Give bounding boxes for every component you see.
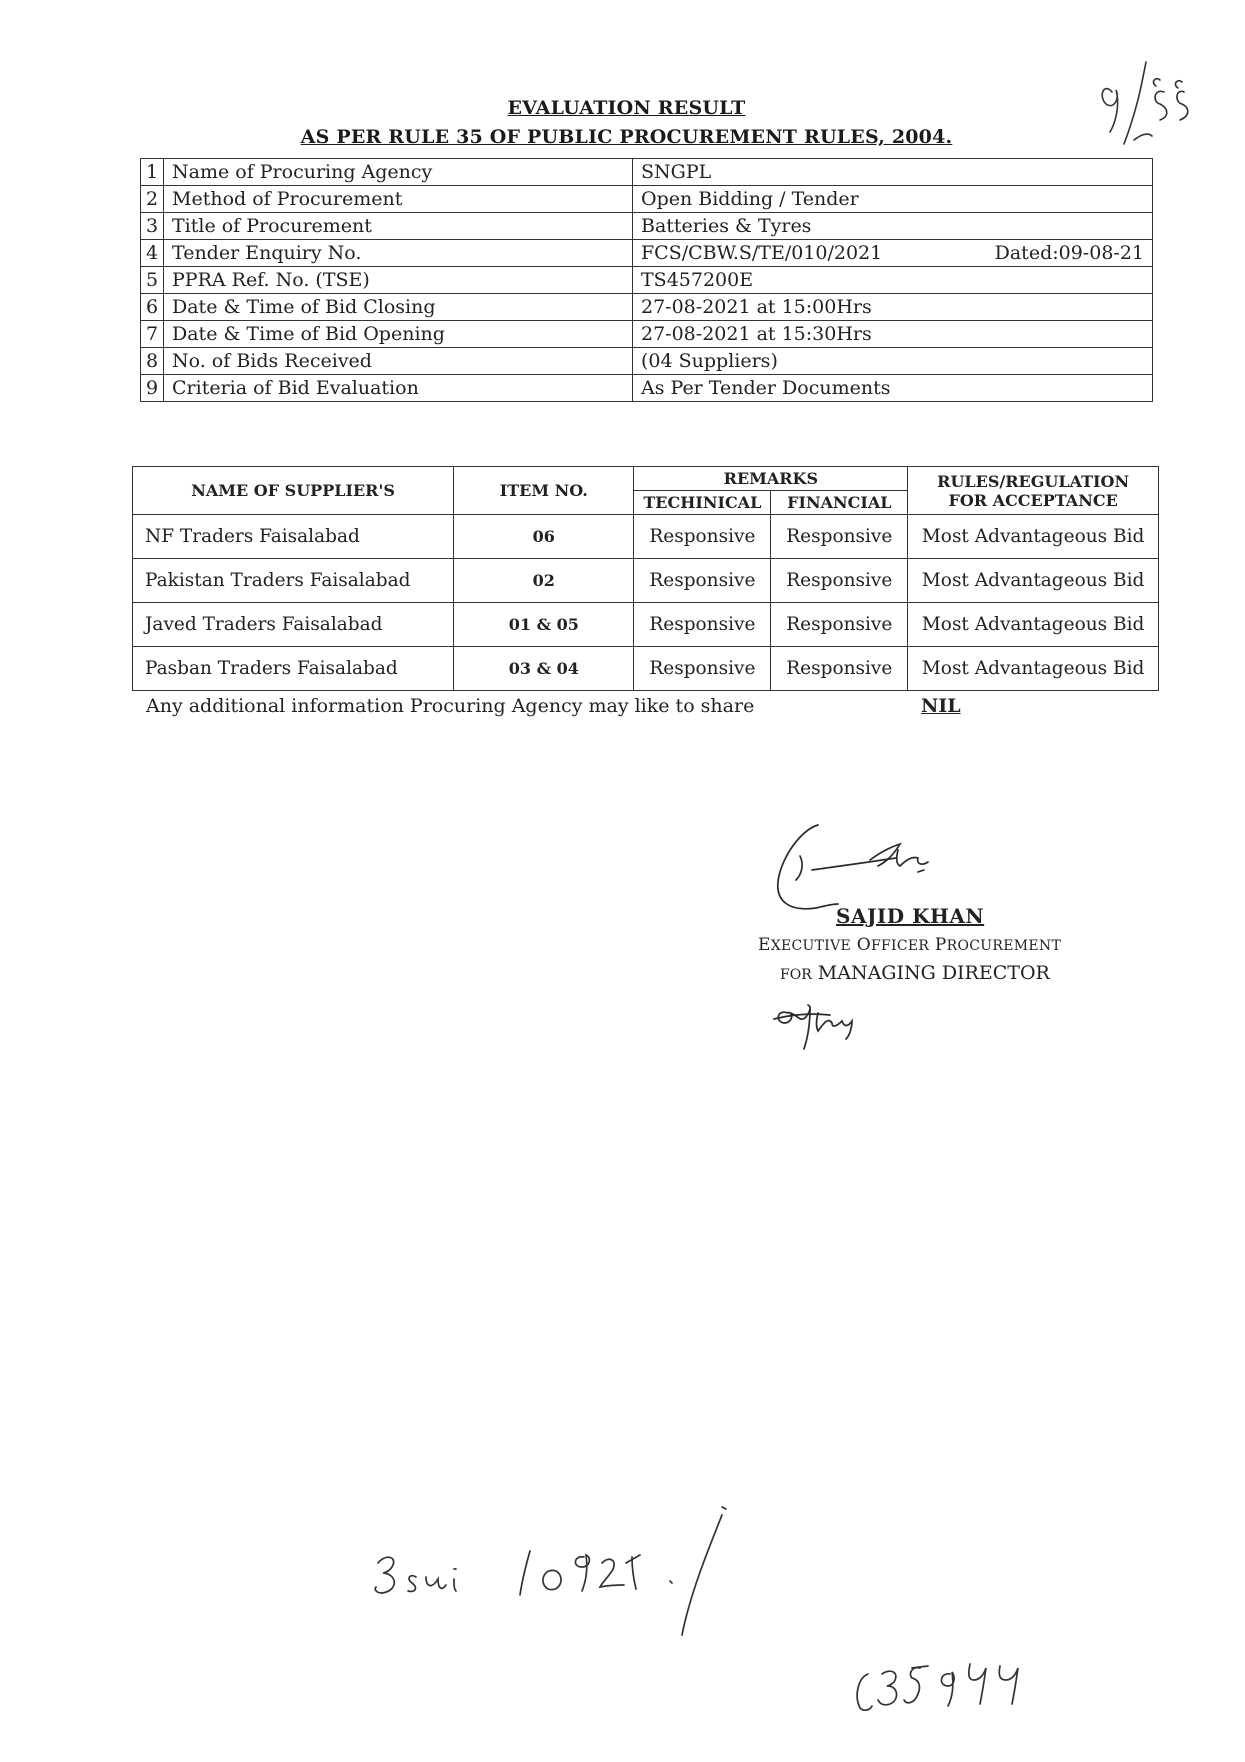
info-row xyxy=(141,294,1153,321)
info-row-number: 1 xyxy=(141,159,164,186)
info-row-value xyxy=(633,348,1153,375)
handwritten-number xyxy=(850,1650,1035,1725)
info-row-value xyxy=(633,213,1153,240)
info-row-label: No. of Bids Received xyxy=(164,348,633,375)
info-row-value-text: FCS/CBW.S/TE/010/2021 xyxy=(641,242,883,264)
header-remarks: REMARKS xyxy=(634,467,908,491)
info-row xyxy=(141,159,1153,186)
additional-info-value: NIL xyxy=(921,695,961,717)
item-number: 01 & 05 xyxy=(454,603,634,647)
supplier-row xyxy=(133,603,1159,647)
supplier-evaluation-table xyxy=(132,466,1159,691)
info-row-value-text: (04 Suppliers) xyxy=(641,350,778,372)
info-row xyxy=(141,240,1153,267)
info-row-label: Criteria of Bid Evaluation xyxy=(164,375,633,402)
info-row-value-text: 27-08-2021 at 15:30Hrs xyxy=(641,323,872,345)
info-row-value-text: Open Bidding / Tender xyxy=(641,188,859,210)
info-row-value-text: TS457200E xyxy=(641,269,754,291)
info-row-value xyxy=(633,240,1153,267)
acceptance-rule: Most Advantageous Bid xyxy=(908,515,1159,559)
financial-remark: Responsive xyxy=(771,515,908,559)
info-row-value xyxy=(633,321,1153,348)
signatory-for-prefix: FOR xyxy=(780,967,812,983)
signatory-title xyxy=(758,933,1061,958)
header-rules-line2: FOR ACCEPTANCE xyxy=(948,490,1118,510)
financial-remark: Responsive xyxy=(771,559,908,603)
info-row xyxy=(141,348,1153,375)
technical-remark: Responsive xyxy=(634,559,771,603)
handwritten-note xyxy=(370,1505,830,1640)
info-row-label: Tender Enquiry No. xyxy=(164,240,633,267)
header-technical: TECHINICAL xyxy=(634,491,771,515)
info-row-number: 9 xyxy=(141,375,164,402)
technical-remark: Responsive xyxy=(634,515,771,559)
item-number: 03 & 04 xyxy=(454,647,634,691)
info-row xyxy=(141,375,1153,402)
info-row-value xyxy=(633,267,1153,294)
info-row-value xyxy=(633,294,1153,321)
supplier-name: Pasban Traders Faisalabad xyxy=(133,647,454,691)
info-row-value-text: As Per Tender Documents xyxy=(641,377,891,399)
info-row xyxy=(141,267,1153,294)
acceptance-rule: Most Advantageous Bid xyxy=(908,647,1159,691)
acceptance-rule: Most Advantageous Bid xyxy=(908,603,1159,647)
info-row-value xyxy=(633,159,1153,186)
supplier-name: Pakistan Traders Faisalabad xyxy=(133,559,454,603)
signatory-title-part: E xyxy=(758,935,771,955)
info-row xyxy=(141,321,1153,348)
header-financial: FINANCIAL xyxy=(771,491,908,515)
technical-remark: Responsive xyxy=(634,647,771,691)
info-row-label: Name of Procuring Agency xyxy=(164,159,633,186)
info-row-value xyxy=(633,375,1153,402)
signatory-title-part: P xyxy=(929,935,947,955)
financial-remark: Responsive xyxy=(771,603,908,647)
info-row-number: 6 xyxy=(141,294,164,321)
info-row-number: 8 xyxy=(141,348,164,375)
item-number: 02 xyxy=(454,559,634,603)
supplier-row xyxy=(133,647,1159,691)
title-line-1: EVALUATION RESULT xyxy=(507,97,746,119)
info-row-label: Date & Time of Bid Closing xyxy=(164,294,633,321)
signatory-on-behalf xyxy=(780,961,1050,987)
signatory-title-part: FFICER xyxy=(870,938,930,954)
header-rules-line1: RULES/REGULATION xyxy=(937,471,1130,491)
item-number: 06 xyxy=(454,515,634,559)
additional-info-label: Any additional information Procuring Agency may like to share xyxy=(146,695,755,717)
signatory-for-rest: MANAGING DIRECTOR xyxy=(811,962,1050,984)
tender-date: Dated:09-08-21 xyxy=(994,242,1144,264)
supplier-name: Javed Traders Faisalabad xyxy=(133,603,454,647)
document-title xyxy=(0,94,1245,152)
supplier-row xyxy=(133,515,1159,559)
info-row-label: Method of Procurement xyxy=(164,186,633,213)
supplier-name: NF Traders Faisalabad xyxy=(133,515,454,559)
signatory-title-part: XECUTIVE xyxy=(770,938,852,954)
financial-remark: Responsive xyxy=(771,647,908,691)
info-row-value-text: 27-08-2021 at 15:00Hrs xyxy=(641,296,872,318)
info-row-value-text: Batteries & Tyres xyxy=(641,215,812,237)
info-row-number: 3 xyxy=(141,213,164,240)
signatory-name: SAJID KHAN xyxy=(836,904,985,928)
info-row xyxy=(141,213,1153,240)
info-row xyxy=(141,186,1153,213)
info-row-number: 5 xyxy=(141,267,164,294)
info-row-value-text: SNGPL xyxy=(641,161,712,183)
info-row-label: Title of Procurement xyxy=(164,213,633,240)
info-row-value xyxy=(633,186,1153,213)
info-row-number: 2 xyxy=(141,186,164,213)
info-row-label: PPRA Ref. No. (TSE) xyxy=(164,267,633,294)
header-rules xyxy=(908,467,1159,515)
title-line-2: AS PER RULE 35 OF PUBLIC PROCUREMENT RULES, 2004. xyxy=(300,126,953,148)
signatory-title-part: O xyxy=(851,935,871,955)
signatory-title-part: ROCUREMENT xyxy=(946,938,1062,954)
procurement-info-table xyxy=(140,158,1153,402)
initials xyxy=(770,995,865,1050)
info-row-number: 4 xyxy=(141,240,164,267)
info-row-number: 7 xyxy=(141,321,164,348)
supplier-row xyxy=(133,559,1159,603)
header-supplier-name: NAME OF SUPPLIER'S xyxy=(133,467,454,515)
acceptance-rule: Most Advantageous Bid xyxy=(908,559,1159,603)
info-row-label: Date & Time of Bid Opening xyxy=(164,321,633,348)
header-item-no: ITEM NO. xyxy=(454,467,634,515)
technical-remark: Responsive xyxy=(634,603,771,647)
